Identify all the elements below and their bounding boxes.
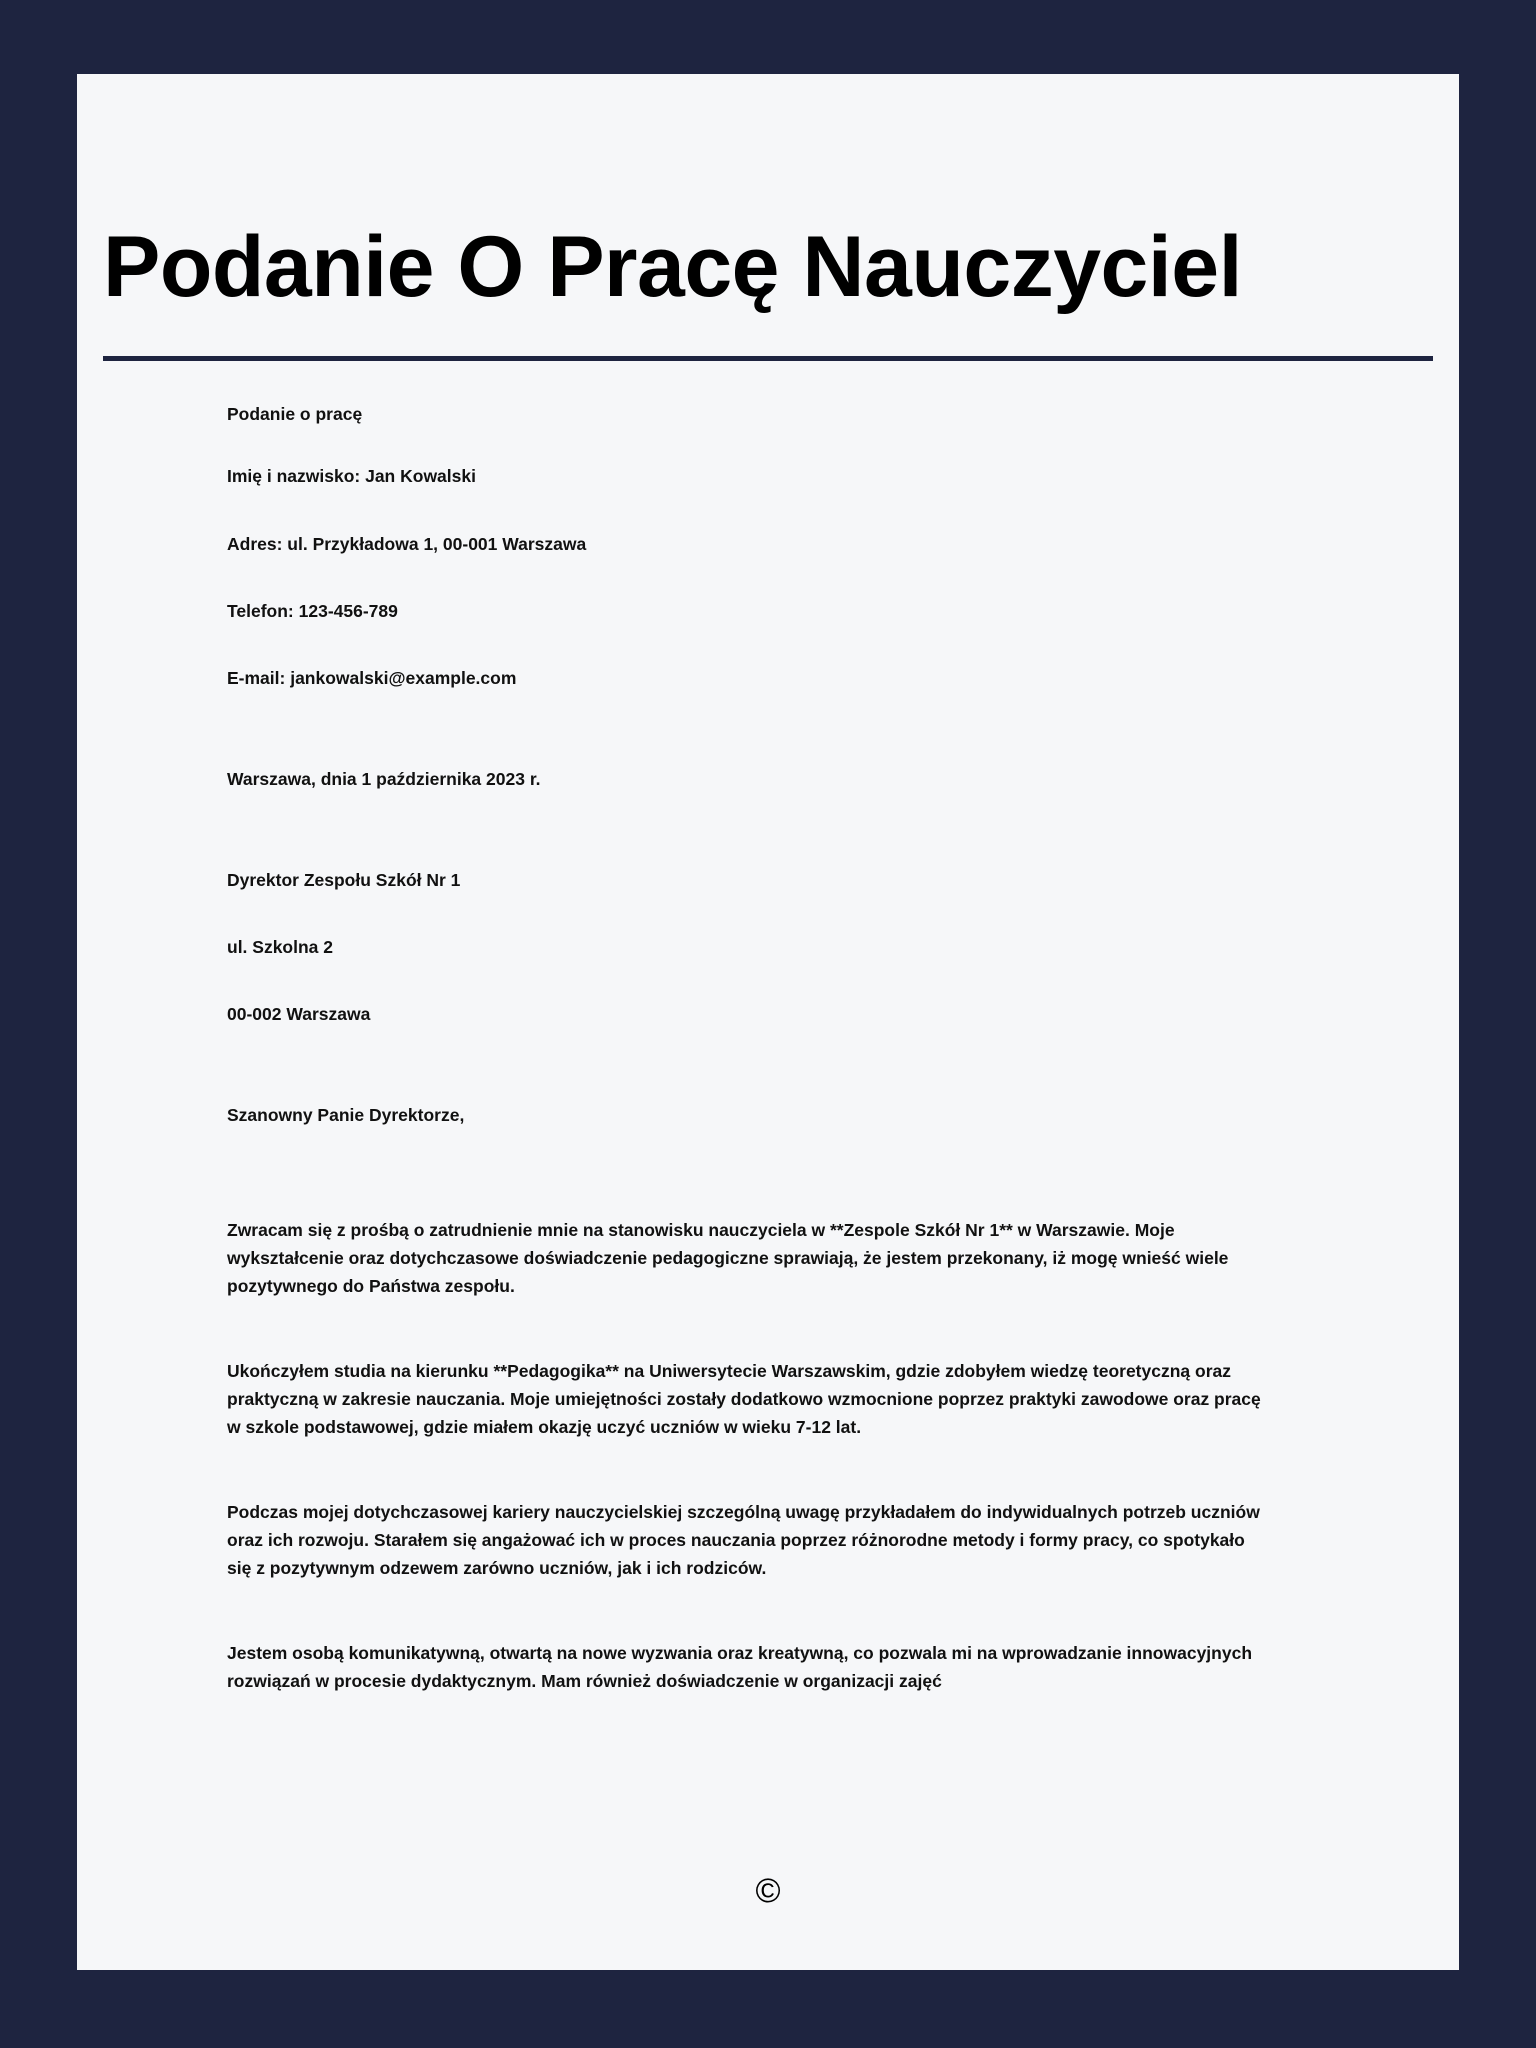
copyright-icon: ©	[755, 1872, 781, 1910]
page-title: Podanie O Pracę Nauczyciel	[103, 219, 1242, 315]
header-line-name: Imię i nazwisko: Jan Kowalski	[227, 466, 476, 487]
date-line: Warszawa, dnia 1 października 2023 r.	[227, 768, 541, 789]
body-paragraph-1: Zwracam się z prośbą o zatrudnienie mnie na stanowisku nauczyciela w **Zespole Szkół Nr 1** w Warszawie. Moje wykształcenie oraz dotychczasowe doświadczenie pedagogiczne sprawiają, że jestem przekonany, iż mogę wnieść wiele pozytywnego do Państwa zespołu.	[227, 1219, 1229, 1297]
spacer-before-salutation	[227, 1068, 1309, 1102]
spacer-before-body	[227, 1170, 1309, 1216]
spacer-before-date	[227, 732, 1309, 766]
document-card	[77, 74, 1459, 1970]
salutation: Szanowny Panie Dyrektorze,	[227, 1105, 465, 1126]
spacer-before-recipient	[227, 833, 1309, 867]
header-line-subject: Podanie o pracę	[227, 404, 363, 425]
header-line-email: E-mail: jankowalski@example.com	[227, 667, 517, 688]
header-line-address: Adres: ul. Przykładowa 1, 00-001 Warszawa	[227, 533, 587, 554]
body-paragraph-3: Podczas mojej dotychczasowej kariery nauczycielskiej szczególną uwagę przykładałem do indywidualnych potrzeb uczniów oraz ich rozwoju. Starałem się angażować ich w proces nauczania poprzez różnorodne metody i formy pracy, co spotykało się z pozytywnym odzewem zarówno uczniów, jak i ich rodziców.	[227, 1501, 1260, 1579]
recipient-line-city: 00-002 Warszawa	[227, 1004, 371, 1025]
recipient-line-street: ul. Szkolna 2	[227, 937, 333, 958]
header-line-phone: Telefon: 123-456-789	[227, 600, 398, 621]
recipient-line-director: Dyrektor Zespołu Szkół Nr 1	[227, 870, 461, 891]
body-paragraph-4: Jestem osobą komunikatywną, otwartą na nowe wyzwania oraz kreatywną, co pozwala mi na wprowadzanie innowacyjnych rozwiązań w procesie dydaktycznym. Mam również doświadczenie w organizacji zajęć	[227, 1642, 1253, 1691]
body-paragraph-2: Ukończyłem studia na kierunku **Pedagogika** na Uniwersytecie Warszawskim, gdzie zdobyłem wiedzę teoretyczną oraz praktyczną w zakresie nauczania. Moje umiejętności zostały dodatkowo wzmocnione poprzez praktyki zawodowe oraz pracę w szkole podstawowej, gdzie miałem okazję uczyć uczniów w wieku 7-12 lat.	[227, 1360, 1261, 1438]
document-body	[77, 361, 1459, 1695]
